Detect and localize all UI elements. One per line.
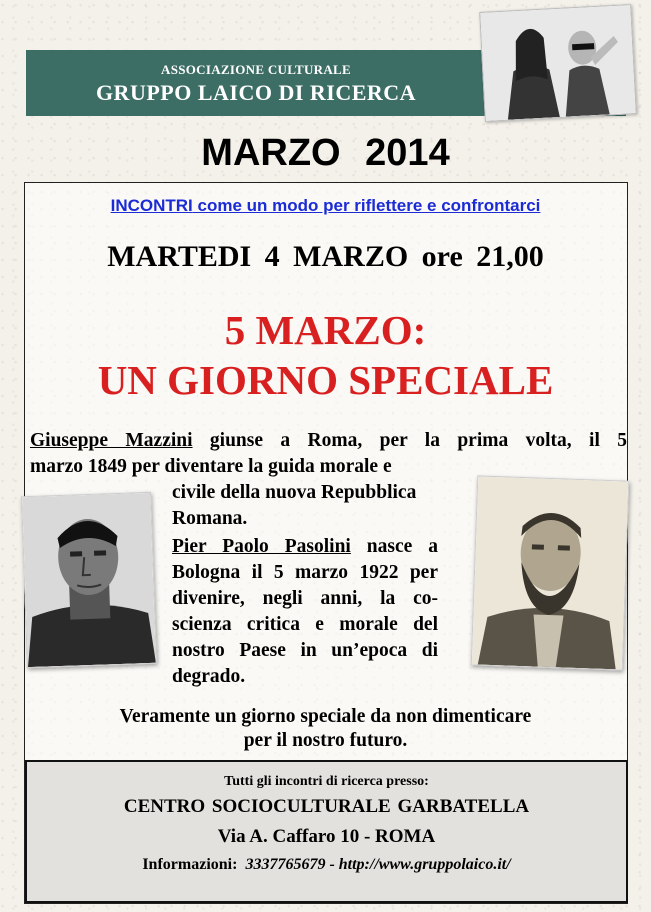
- closing-line-2: per il nostro futuro.: [243, 730, 408, 751]
- mazzini-text-1: giunse a Roma, per la prima volta, il 5: [192, 430, 627, 451]
- info-contact-line: [27, 856, 626, 874]
- banner-photo-image: [479, 4, 637, 122]
- info-intro: Tutti gli incontri di ricerca presso:: [224, 774, 429, 789]
- pasolini-line-6: degrado.: [172, 666, 246, 687]
- intro-rest: come un modo per riflettere e confrontarci: [192, 196, 541, 215]
- pasolini-line-1: [172, 534, 438, 560]
- pasolini-portrait-image: [21, 492, 157, 668]
- closing-line-1: Veramente un giorno speciale da non dimenticare: [119, 706, 532, 727]
- headline-line-2: UN GIORNO SPECIALE: [97, 357, 554, 403]
- mazzini-name: Giuseppe Mazzini: [30, 430, 193, 451]
- banner-title: GRUPPO LAICO DI RICERCA: [95, 80, 417, 105]
- venue-address: Via A. Caffaro 10 - ROMA: [217, 826, 436, 847]
- mazzini-portrait-image: [471, 475, 630, 670]
- venue-info-box: [25, 760, 628, 903]
- mazzini-line-2: marzo 1849 per diventare la guida morale e: [30, 456, 392, 477]
- banner-subtitle: ASSOCIAZIONE CULTURALE: [161, 62, 351, 77]
- pasolini-text-1: nasce a: [350, 536, 438, 557]
- info-contact[interactable]: 3337765679 - http://www.gruppolaico.it/: [245, 856, 511, 873]
- pasolini-name: Pier Paolo Pasolini: [172, 536, 351, 557]
- info-label: Informazioni:: [142, 856, 238, 873]
- pasolini-line-2: Bologna il 5 marzo 1922 per: [172, 562, 438, 583]
- intro-highlight: INCONTRI: [110, 196, 193, 215]
- headline-line-1: 5 MARZO:: [224, 307, 427, 353]
- month-title: MARZO 2014: [201, 132, 450, 174]
- mazzini-line-3: civile della nuova Repubblica: [172, 482, 417, 503]
- pasolini-line-3: divenire, negli anni, la co-: [172, 588, 438, 609]
- closing-text: [0, 705, 651, 753]
- venue-name: CENTRO SOCIOCULTURALE GARBATELLA: [123, 796, 530, 817]
- intro-line: [0, 196, 651, 216]
- pasolini-line-4: scienza critica e morale del: [172, 614, 438, 635]
- mazzini-line-1: [30, 428, 627, 454]
- event-datetime: MARTEDI 4 MARZO ore 21,00: [107, 240, 544, 273]
- mazzini-line-4: Romana.: [172, 508, 248, 529]
- pasolini-line-5: nostro Paese in un’epoca di: [172, 640, 438, 661]
